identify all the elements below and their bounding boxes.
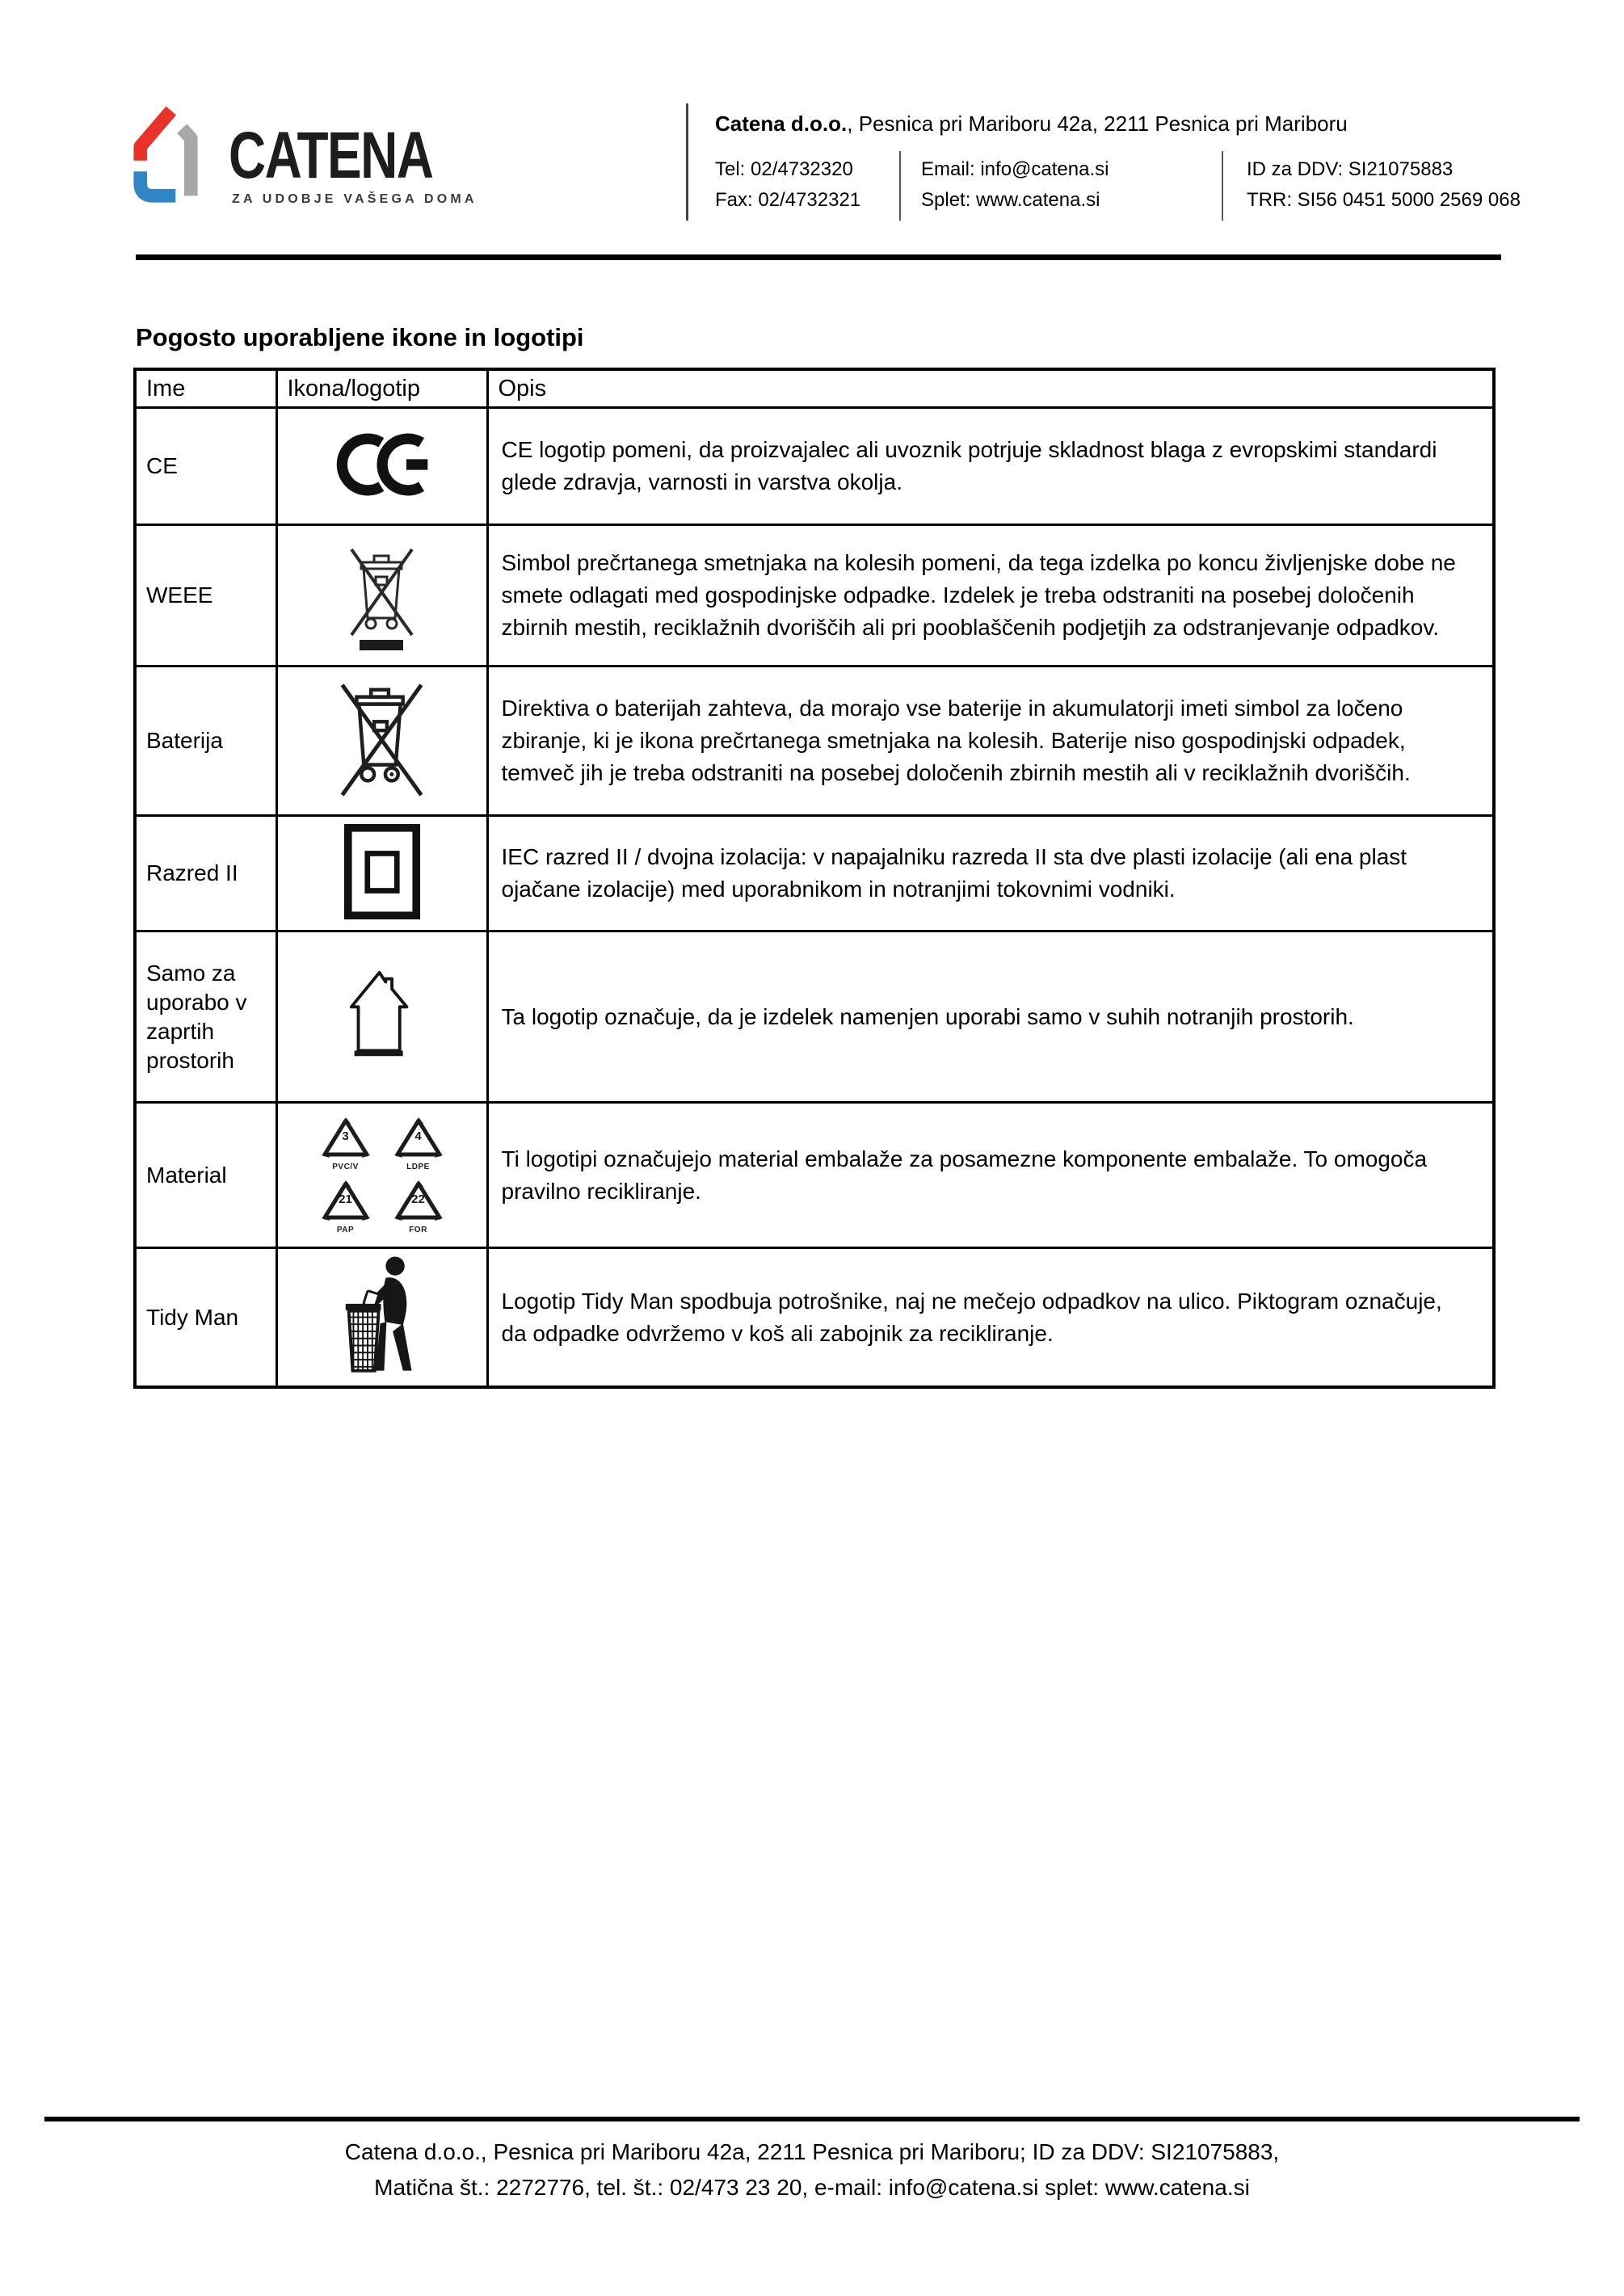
contact-divider [1222,151,1223,221]
company-name: Catena d.o.o. [715,111,848,136]
tidy-man-icon [337,1366,427,1380]
battery-crossed-bin-icon [335,793,428,806]
table-row [135,1248,1494,1388]
row-description: Direktiva o baterijah zahteva, da morajo vse baterije in akumulatorji imeti simbol za ločeno zbiranje, ki je ikona prečrtanega smetnjaka na kolesih. Baterije niso gospodinjski odpadek, temveč jih je treba odstraniti na posebej določenih zbirnih mestih ali v reciklažnih dvoriščih. [487,667,1494,816]
footer-rule [44,2117,1580,2121]
row-name: Samo za uporabo v zaprtih prostorih [135,931,276,1103]
row-icon-cell [276,525,487,667]
recycling-material-icons [321,1116,444,1234]
table-row [135,931,1494,1103]
header-rule [136,254,1501,260]
row-name: Razred II [135,816,276,931]
table-row [135,1103,1494,1248]
contact-divider [899,151,901,221]
bank-account-line: TRR: SI56 0451 5000 2569 068 [1247,189,1521,211]
row-description: Simbol prečrtanega smetnjaka na kolesih pomeni, da tega izdelka po koncu življenjske dobe ne smete odlagati med gospodinjske odpadke. Izdelek je treba odstraniti na posebej določenih zbirnih mestih, reciklažnih dvoriščih ali pri pooblaščenih podjetjih za odstranjevanje odpadkov. [487,525,1494,667]
logo-tagline: ZA UDOBJE VAŠEGA DOMA [232,192,478,206]
table-row [135,408,1494,525]
row-name: CE [135,408,276,525]
row-name: Tidy Man [135,1248,276,1388]
row-name: Material [135,1103,276,1248]
website-line: Splet: www.catena.si [921,189,1100,211]
footer-line-1: Catena d.o.o., Pesnica pri Mariboru 42a, 2211 Pesnica pri Mariboru; ID za DDV: SI21075883, [344,2139,1280,2164]
recycle-triangle-pvc-icon: 3 PVC/V [321,1116,371,1171]
icons-table [133,368,1496,1389]
row-description: Logotip Tidy Man spodbuja potrošnike, naj ne mečejo odpadkov na ulico. Piktogram označuje, da odpadke odvržemo v koš ali zabojnik za recikliranje. [487,1248,1494,1388]
table-header-row [135,369,1494,408]
header-vertical-divider [686,103,688,221]
contact-phone-block [715,154,860,216]
phone-line: Tel: 02/4732320 [715,158,853,180]
column-header-description: Opis [487,369,1494,408]
class-ii-double-insulation-icon [343,910,421,923]
column-header-icon: Ikona/logotip [276,369,487,408]
row-description: Ta logotip označuje, da je izdelek namenjen uporabi samo v suhih notranjih prostorih. [487,931,1494,1103]
icons-table-body [135,408,1494,1388]
company-address-line [715,111,1555,137]
logo-wordmark: CATENA [229,119,433,192]
contact-email-block [921,154,1109,216]
row-icon-cell [276,408,487,525]
row-description: CE logotip pomeni, da proizvajalec ali uvoznik potrjuje skladnost blaga z evropskimi standardi glede zdravja, varnosti in varstva okolja. [487,408,1494,525]
column-header-name: Ime [135,369,276,408]
row-description: Ti logotipi označujejo material embalaže za posamezne komponente embalaže. To omogoča pravilno recikliranje. [487,1103,1494,1248]
row-description: IEC razred II / dvojna izolacija: v napajalniku razreda II sta dve plasti izolacije (ali ena plast ojačane izolacije) med uporabnikom in notranjimi tokovnimi vodniki. [487,816,1494,931]
row-icon-cell [276,1248,487,1388]
recycle-triangle-pap-icon: 21 PAP [321,1180,371,1234]
table-row [135,816,1494,931]
email-line: Email: info@catena.si [921,158,1109,180]
indoor-use-house-icon [345,1051,419,1065]
recycle-triangle-ldpe-icon: 4 LDPE [393,1116,444,1171]
row-name: WEEE [135,525,276,667]
vat-id-line: ID za DDV: SI21075883 [1247,158,1454,180]
table-row [135,525,1494,667]
fax-line: Fax: 02/4732321 [715,189,861,211]
ce-mark-icon [327,490,437,503]
catena-house-logo-icon [121,92,198,213]
contact-tax-block [1247,154,1521,216]
footer [0,2134,1624,2206]
weee-crossed-bin-icon [343,641,420,655]
footer-line-2: Matična št.: 2272776, tel. št.: 02/473 23 20, e-mail: info@catena.si splet: www.catena.si [374,2175,1250,2200]
page-title: Pogosto uporabljene ikone in logotipi [136,323,584,351]
company-address: , Pesnica pri Mariboru 42a, 2211 Pesnica pri Mariboru [847,111,1348,136]
row-icon-cell [276,816,487,931]
row-icon-cell [276,1103,487,1248]
row-icon-cell [276,667,487,816]
row-icon-cell [276,931,487,1103]
recycle-triangle-for-icon: 22 FOR [393,1180,444,1234]
table-row [135,667,1494,816]
row-name: Baterija [135,667,276,816]
